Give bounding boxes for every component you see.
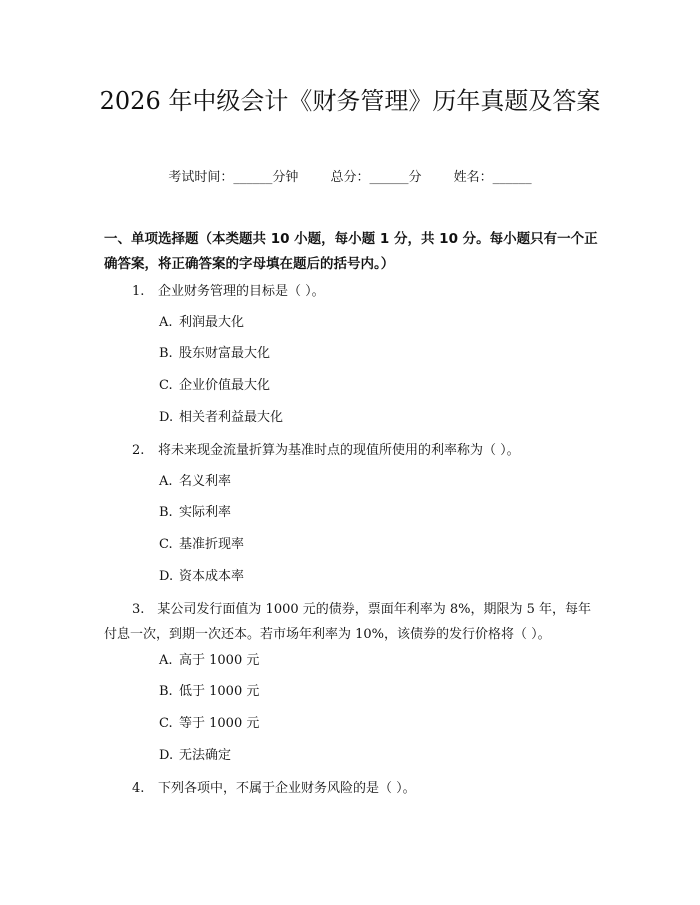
question-text: 下列各项中，不属于企业财务风险的是（ ）。 <box>158 781 416 796</box>
option-text: 利润最大化 <box>179 315 245 330</box>
exam-time-field: 考试时间：______分钟 <box>168 170 299 185</box>
question-3 <box>104 597 600 647</box>
option-letter: D. <box>159 748 174 763</box>
option-text: 高于 1000 元 <box>179 653 260 668</box>
option-3-b <box>159 682 259 702</box>
option-text: 基准折现率 <box>179 537 245 552</box>
option-1-b <box>159 344 270 364</box>
option-text: 低于 1000 元 <box>179 684 260 699</box>
option-2-b <box>159 503 231 523</box>
option-letter: B. <box>159 505 173 520</box>
question-1 <box>104 279 600 304</box>
question-number: 4. <box>132 781 145 796</box>
page-title: 2026 年中级会计《财务管理》历年真题及答案 <box>99 87 601 115</box>
option-text: 实际利率 <box>179 505 232 520</box>
question-2 <box>104 438 600 463</box>
option-letter: C. <box>159 378 173 393</box>
option-3-d <box>159 746 231 766</box>
question-text: 企业财务管理的目标是（ ）。 <box>158 284 325 299</box>
option-letter: B. <box>159 346 173 361</box>
option-letter: D. <box>159 569 174 584</box>
question-number: 3. <box>132 602 145 617</box>
question-text: 某公司发行面值为 1000 元的债券，票面年利率为 8%，期限为 5 年，每年付息一次，到期一次还本。若市场年利率为 10%，该债券的发行价格将（ ）。 <box>104 602 592 642</box>
option-letter: C. <box>159 716 173 731</box>
option-2-d <box>159 567 244 587</box>
option-3-a <box>159 651 259 671</box>
option-1-c <box>159 376 270 396</box>
option-text: 无法确定 <box>179 748 232 763</box>
option-text: 企业价值最大化 <box>179 378 271 393</box>
option-text: 股东财富最大化 <box>179 346 271 361</box>
section-heading: 一、单项选择题（本类题共 10 小题，每小题 1 分，共 10 分。每小题只有一个正确答案，将正确答案的字母填在题后的括号内。） <box>104 231 598 272</box>
option-letter: B. <box>159 684 173 699</box>
option-text: 相关者利益最大化 <box>179 410 284 425</box>
question-number: 1. <box>132 284 145 299</box>
option-3-c <box>159 714 259 734</box>
total-score-field: 总分：______分 <box>330 170 422 185</box>
question-4 <box>104 776 600 801</box>
name-field: 姓名：______ <box>453 170 532 185</box>
option-text: 等于 1000 元 <box>179 716 260 731</box>
option-letter: A. <box>159 653 173 668</box>
option-2-c <box>159 535 244 555</box>
option-1-a <box>159 313 244 333</box>
option-letter: A. <box>159 474 173 489</box>
option-letter: A. <box>159 315 173 330</box>
option-2-a <box>159 472 231 492</box>
option-letter: C. <box>159 537 173 552</box>
option-text: 名义利率 <box>179 474 232 489</box>
option-text: 资本成本率 <box>179 569 245 584</box>
option-letter: D. <box>159 410 174 425</box>
question-number: 2. <box>132 443 145 458</box>
question-text: 将未来现金流量折算为基准时点的现值所使用的利率称为（ ）。 <box>158 443 520 458</box>
option-1-d <box>159 408 283 428</box>
exam-meta <box>0 168 700 188</box>
